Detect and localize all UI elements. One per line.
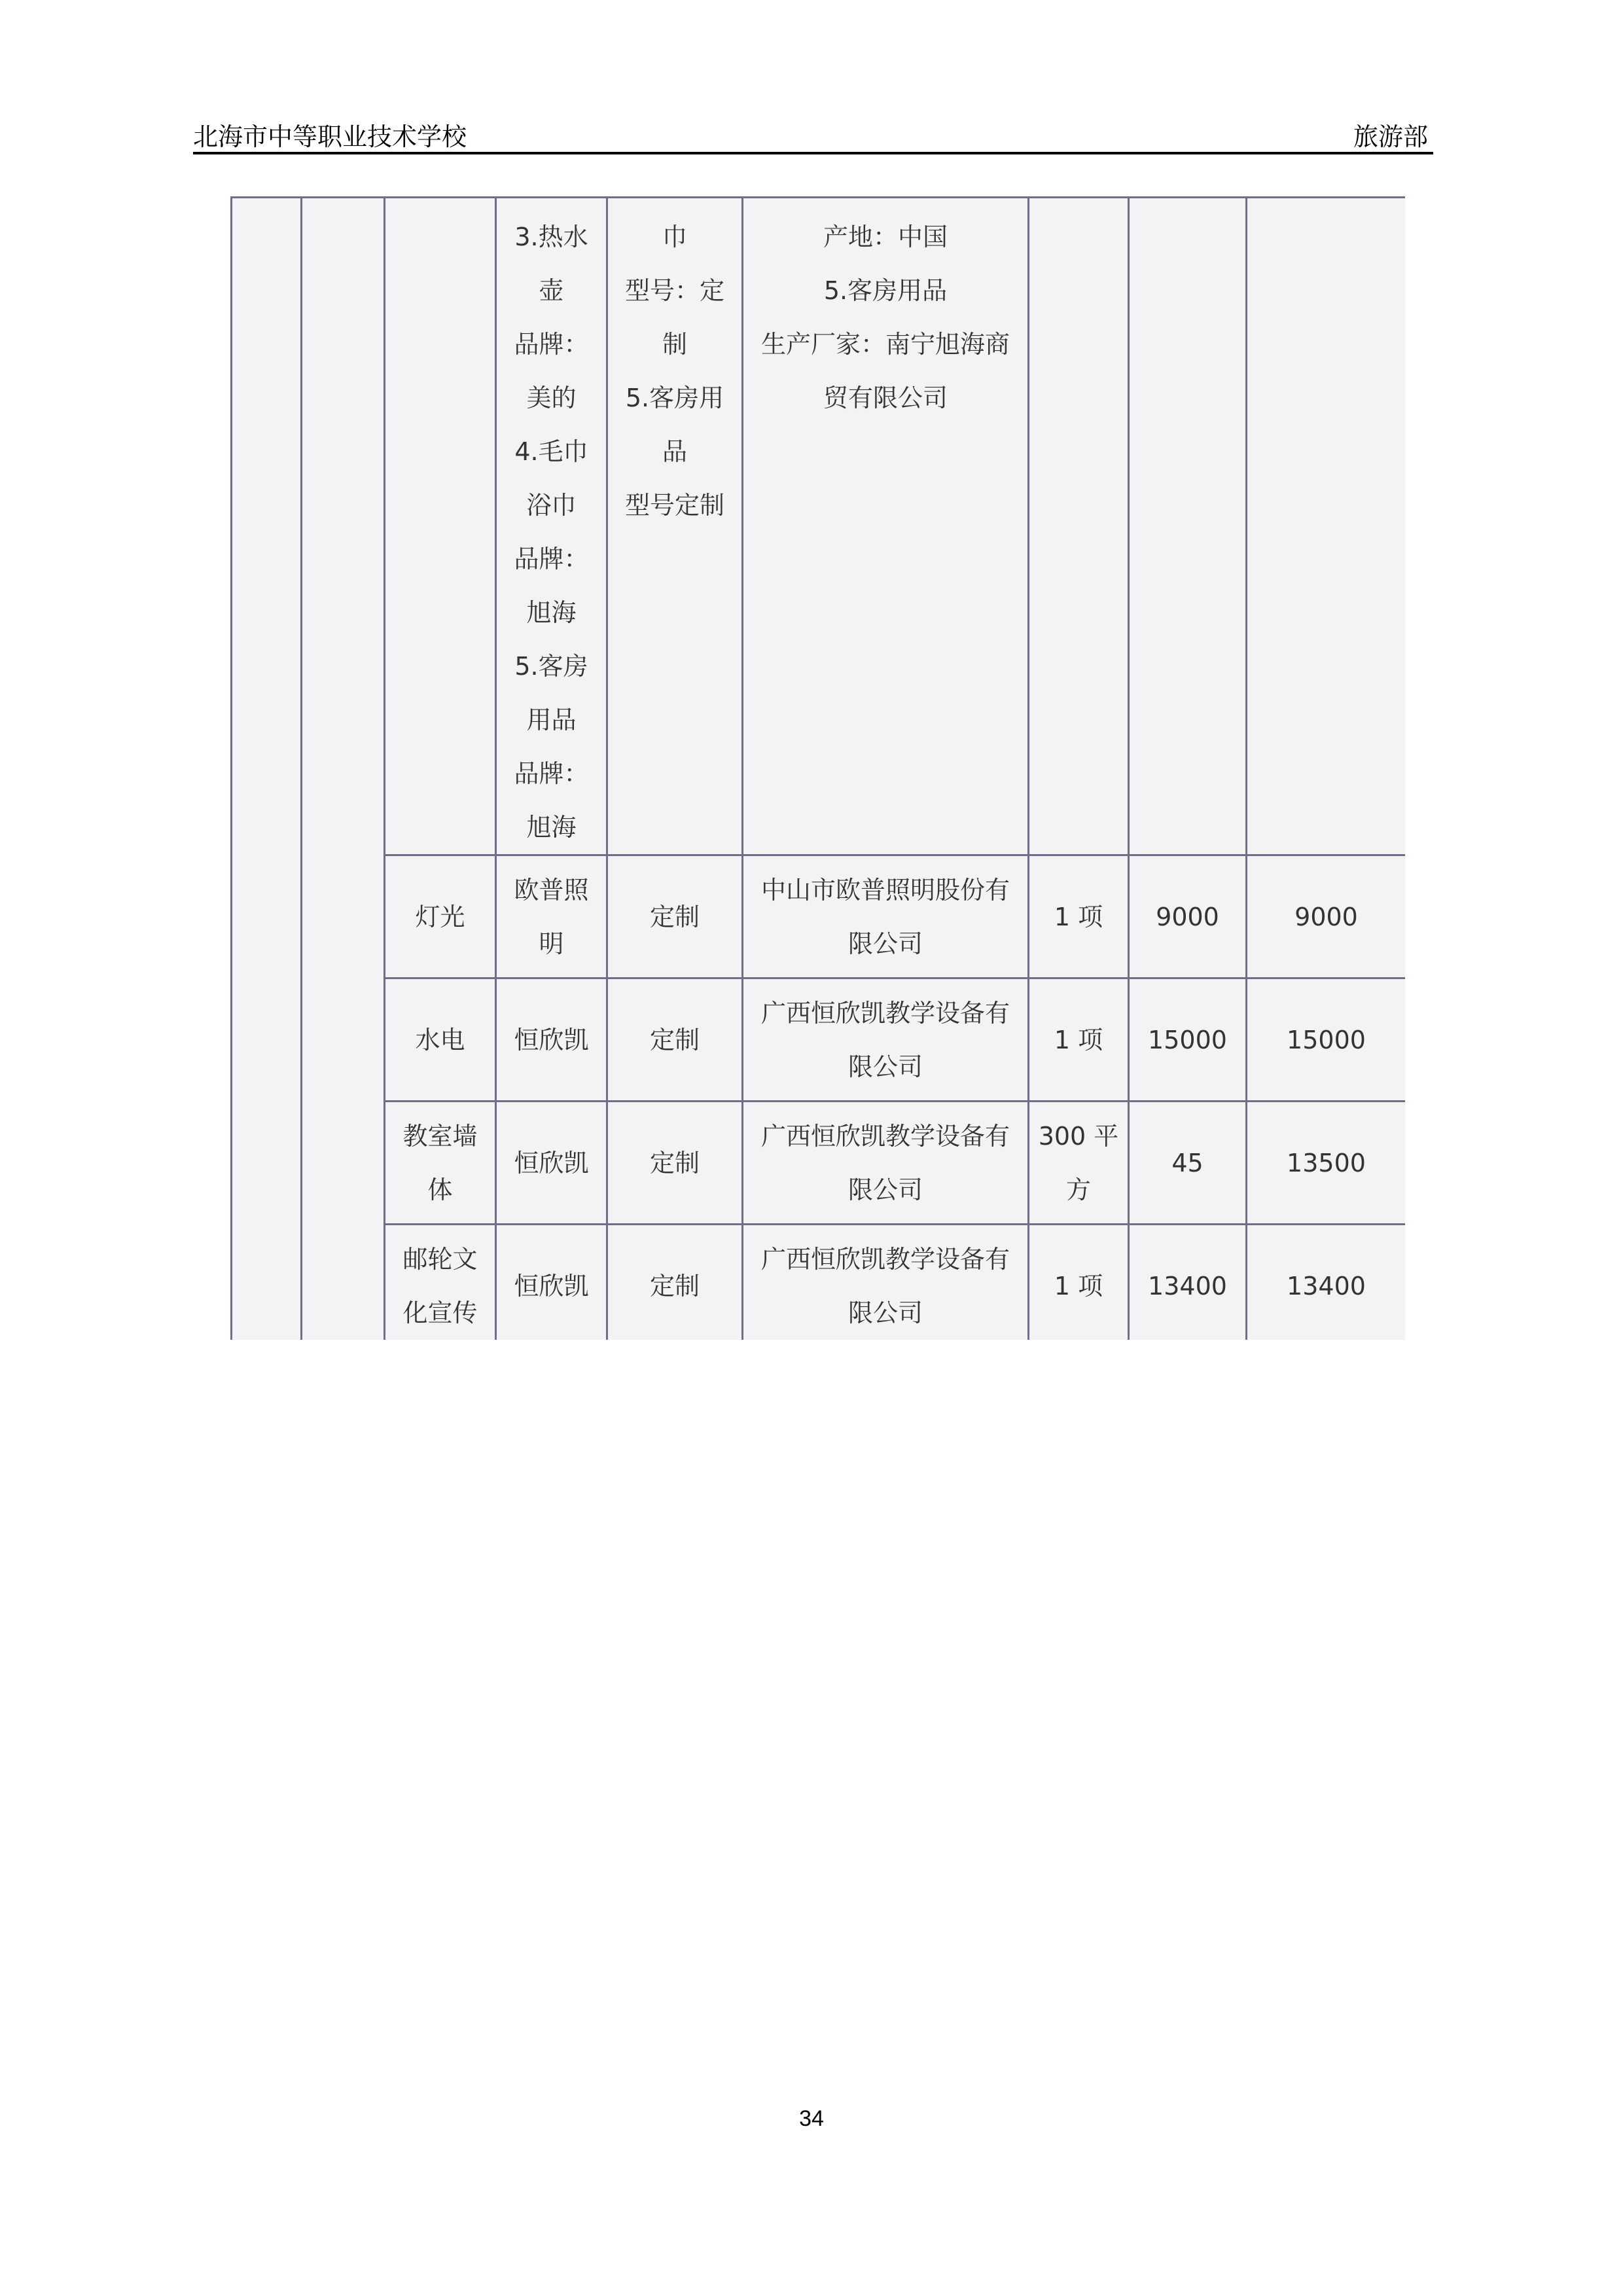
brand-cell: 恒欣凯 [496, 1225, 607, 1340]
equipment-table [230, 196, 1405, 1340]
table-row [232, 198, 1406, 855]
spec-cell: 3.热水 壶 品牌： 美的 4.毛巾 浴巾 品牌： 旭海 5.客房 用品 品牌： 旭海 [496, 198, 607, 855]
scanned-table-image [230, 196, 1405, 1340]
page-header [193, 111, 1433, 154]
price-cell: 45 [1129, 1102, 1247, 1225]
empty-cell [1247, 198, 1406, 855]
table-row [232, 1102, 1406, 1225]
page-number: 34 [799, 2106, 824, 2131]
total-cell: 13400 [1247, 1225, 1406, 1340]
price-cell: 15000 [1129, 978, 1247, 1102]
vendor-cell: 中山市欧普照明股份有 限公司 [743, 855, 1029, 978]
empty-cell [1129, 198, 1247, 855]
table-row [232, 855, 1406, 978]
empty-cell [385, 198, 496, 855]
model-cell: 定制 [607, 1102, 743, 1225]
vendor-cell: 产地：中国 5.客房用品 生产厂家：南宁旭海商 贸有限公司 [743, 198, 1029, 855]
qty-cell: 1 项 [1029, 1225, 1129, 1340]
model-cell: 定制 [607, 978, 743, 1102]
total-cell: 9000 [1247, 855, 1406, 978]
department-name: 旅游部 [1353, 122, 1428, 151]
table-row [232, 978, 1406, 1102]
model-cell: 巾 型号：定 制 5.客房用 品 型号定制 [607, 198, 743, 855]
price-cell: 13400 [1129, 1225, 1247, 1340]
qty-cell: 1 项 [1029, 978, 1129, 1102]
model-cell: 定制 [607, 1225, 743, 1340]
model-cell: 定制 [607, 855, 743, 978]
school-name: 北海市中等职业技术学校 [193, 122, 467, 151]
item-cell: 水电 [385, 978, 496, 1102]
vendor-cell: 广西恒欣凯教学设备有 限公司 [743, 1102, 1029, 1225]
empty-cell [232, 198, 302, 1340]
brand-cell: 恒欣凯 [496, 1102, 607, 1225]
table-row [232, 1225, 1406, 1340]
price-cell: 9000 [1129, 855, 1247, 978]
item-cell: 教室墙 体 [385, 1102, 496, 1225]
total-cell: 13500 [1247, 1102, 1406, 1225]
empty-cell [302, 198, 385, 1340]
qty-cell: 1 项 [1029, 855, 1129, 978]
item-cell: 邮轮文 化宣传 [385, 1225, 496, 1340]
brand-cell: 恒欣凯 [496, 978, 607, 1102]
vendor-cell: 广西恒欣凯教学设备有 限公司 [743, 978, 1029, 1102]
vendor-cell: 广西恒欣凯教学设备有 限公司 [743, 1225, 1029, 1340]
empty-cell [1029, 198, 1129, 855]
qty-cell: 300 平 方 [1029, 1102, 1129, 1225]
brand-cell: 欧普照 明 [496, 855, 607, 978]
item-cell: 灯光 [385, 855, 496, 978]
total-cell: 15000 [1247, 978, 1406, 1102]
